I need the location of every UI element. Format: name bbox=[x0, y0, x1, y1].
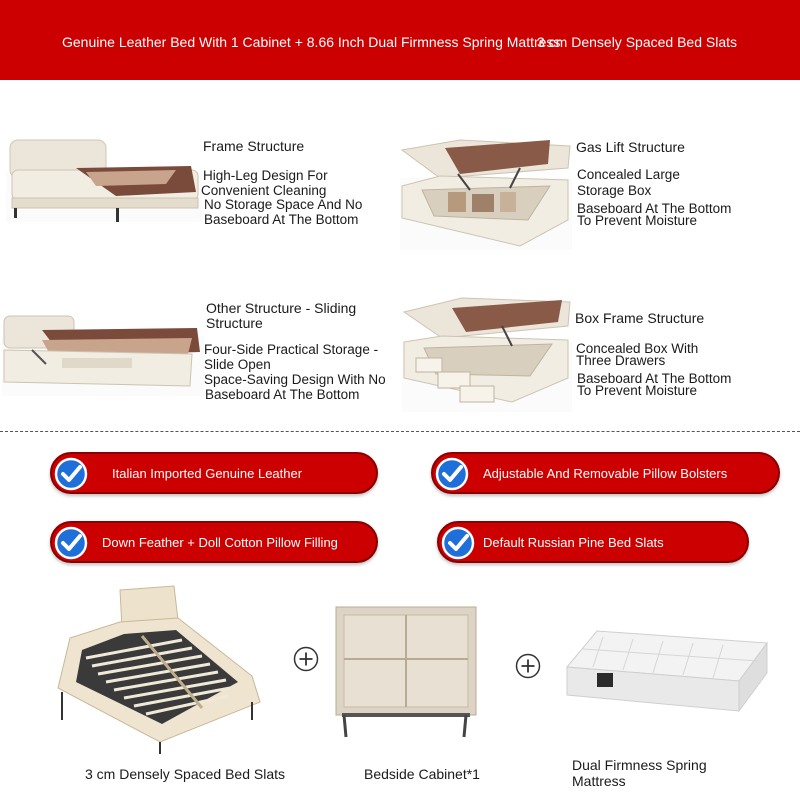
sliding-bed-image bbox=[2, 306, 204, 398]
structure-2-line-3: Baseboard At The Bottom bbox=[577, 201, 732, 216]
bedside-cabinet-image bbox=[334, 605, 478, 739]
structure-3-title: Other Structure - Sliding bbox=[206, 300, 357, 316]
banner-title: Genuine Leather Bed With 1 Cabinet + 8.66 Inch Dual Firmness Spring Mattress bbox=[62, 34, 561, 50]
structure-3-line-2: Slide Open bbox=[204, 357, 271, 372]
caption-mattress-line-2: Mattress bbox=[572, 773, 626, 789]
feature-label: Adjustable And Removable Pillow Bolsters bbox=[483, 466, 728, 481]
check-icon bbox=[435, 457, 469, 491]
feature-pill-slats bbox=[437, 521, 749, 563]
structure-2-line-2: Storage Box bbox=[577, 183, 652, 198]
feature-pill-bolsters bbox=[431, 452, 780, 494]
mattress-image bbox=[563, 627, 773, 733]
feature-label: Italian Imported Genuine Leather bbox=[112, 466, 303, 481]
structure-3-line-4: Baseboard At The Bottom bbox=[205, 387, 360, 402]
structure-2-title: Gas Lift Structure bbox=[576, 139, 685, 155]
structure-3-line-1: Four-Side Practical Storage - bbox=[204, 342, 379, 357]
caption-bedside-cabinet: Bedside Cabinet*1 bbox=[364, 766, 480, 782]
structure-4-title: Box Frame Structure bbox=[575, 310, 705, 326]
feature-pill-filling bbox=[50, 521, 378, 563]
structure-1-line-2: Convenient Cleaning bbox=[201, 183, 327, 198]
structure-4-line-2: Three Drawers bbox=[576, 353, 666, 368]
banner-subtitle: 3 cm Densely Spaced Bed Slats bbox=[537, 34, 737, 50]
plus-icon bbox=[293, 646, 319, 672]
structure-4-line-1: Concealed Box With bbox=[576, 341, 699, 356]
structure-3-title-line-2: Structure bbox=[206, 315, 263, 331]
feature-pill-leather bbox=[50, 452, 378, 494]
structure-2-line-1: Concealed Large bbox=[577, 167, 680, 182]
plus-icon bbox=[515, 653, 541, 679]
structure-1-line-3: No Storage Space And No bbox=[204, 197, 363, 212]
section-divider bbox=[0, 431, 800, 432]
structure-3-line-3: Space-Saving Design With No bbox=[204, 372, 386, 387]
caption-bed-slats: 3 cm Densely Spaced Bed Slats bbox=[85, 766, 285, 782]
structure-1-line-1: High-Leg Design For bbox=[203, 168, 328, 183]
frame-bed-image bbox=[6, 132, 202, 232]
top-banner bbox=[0, 0, 800, 80]
structure-1-title: Frame Structure bbox=[203, 138, 305, 154]
structure-4-line-3: Baseboard At The Bottom bbox=[577, 371, 732, 386]
check-icon bbox=[441, 526, 475, 560]
feature-label: Default Russian Pine Bed Slats bbox=[483, 535, 664, 550]
structure-4-line-4: To Prevent Moisture bbox=[577, 383, 698, 398]
box-frame-bed-image bbox=[402, 292, 572, 412]
bed-slats-image bbox=[52, 584, 262, 756]
feature-label: Down Feather + Doll Cotton Pillow Filling bbox=[102, 535, 338, 550]
check-icon bbox=[54, 526, 88, 560]
gas-lift-bed-image bbox=[400, 128, 572, 252]
structure-1-line-4: Baseboard At The Bottom bbox=[204, 212, 359, 227]
check-icon bbox=[54, 457, 88, 491]
caption-mattress-line-1: Dual Firmness Spring bbox=[572, 757, 707, 773]
structure-2-line-4: To Prevent Moisture bbox=[577, 213, 698, 228]
